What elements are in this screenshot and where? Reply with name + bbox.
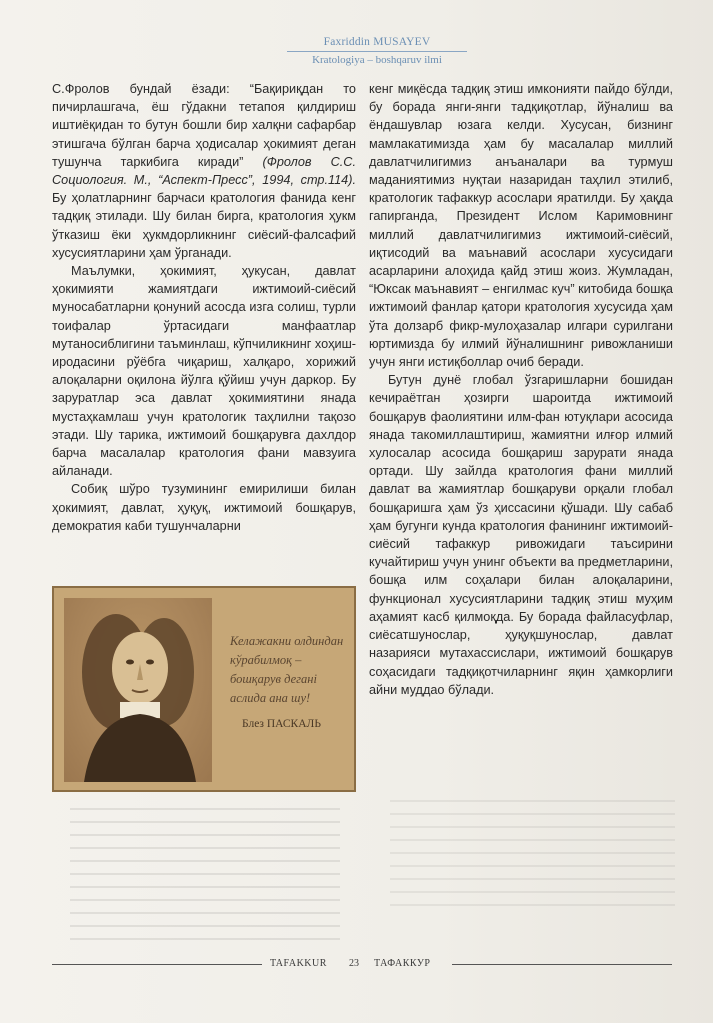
- left-column: [52, 80, 356, 535]
- portrait-engraving-icon: [64, 598, 212, 782]
- left-paragraph-3: Собиқ шўро тузумининг емирилиши билан ҳокимият, давлат, ҳуқуқ, ижтимоий бошқарув, демократия каби тушунчаларни: [52, 482, 356, 533]
- left-p1-citation: (Фролов С.С. Социология. М., “Аспект-Пресс”, 1994, стр.114).: [52, 154, 356, 188]
- footer-magazine-latin: TAFAKKUR: [270, 958, 327, 969]
- header-author: Faxriddin MUSAYEV: [323, 36, 431, 48]
- right-paragraph-2: Бутун дунё глобал ўзгаришларни бошидан кечираётган ҳозирги шароитда ижтимоий бошқарув фаолиятини илм-фан ютуқлари асосида янада такомиллаштириш, жамиятни илғор илмий хулосалар асосида бошқариш зарурати янада ортади. Шу зайлда кратология фани миллий давлат ва жамиятлар бошқаруви орқали глобал бошқаришга ҳам ўз ҳиссасини қўшади. Шу сабаб ҳам бугунги кунда кратология фанининг ижтимоий-сиёсий тафаккур ривожидаги таъсирини кучайтириш учун унинг объекти ва предметларини, бошқа илм соҳалари билан алоқаларини, функционал хусусиятларини тадқиқ этиш муҳим аҳамият касб қилмоқда. Бу борада файласуфлар, сиёсатшунослар, ҳуқуқшунослар, давлат назарияси мутахассислари, ижтимоий бошқарув соҳасидаги тадқиқотчиларнинг яқин ҳамкорлиги айни муддао бўлади.: [369, 373, 673, 697]
- page-number: 23: [349, 958, 359, 969]
- quote-text: Келажакни олдиндан кўрабилмоқ – бошқарув деганi аслида ана шу!: [230, 634, 344, 705]
- right-column: [369, 80, 673, 699]
- left-p1-tail: Бу ҳолатларнинг барчаси кратология фанида кенг тадқиқ этилади. Шу билан бирга, кратология ҳукм ўтказиш ёки ҳукмдорликнинг сиёсий-фалсафий хусусиятларини ҳам ўрганади.: [52, 191, 356, 260]
- running-header: [287, 36, 467, 66]
- left-p1-text: С.Фролов бундай ёзади: “Бақириқдан то пичирлашгача, ёш гўдакни тетапоя қилдириш иштиёқидан то бутун бошли бир халқни сафарбар этишгача бўлган барча ҳодисалар ҳокимият деган тушунча таркибига киради”: [52, 82, 356, 169]
- footer-magazine-cyrillic: ТАФАККУР: [374, 958, 431, 969]
- quote-author: Блез ПАСКАЛЬ: [242, 718, 321, 730]
- left-paragraph-1: [52, 80, 356, 262]
- quote-illustration: [52, 586, 356, 792]
- footer-rule-left: [52, 964, 262, 965]
- pascal-portrait-image: [64, 598, 212, 782]
- show-through-text-left: [70, 808, 340, 948]
- header-divider: [287, 51, 467, 52]
- footer-rule-right: [452, 964, 672, 965]
- left-paragraph-2: Маълумки, ҳокимият, ҳукусан, давлат ҳокимияти жамиятдаги ижтимоий-сиёсий муносабатларни қонуний асосда изга солиш, турли тоифалар ўртасидаги манфаатлар мутаносиблигини таъминлаш, кўпчиликнинг хоҳиш-иродасини рўёбга чиқариш, халқаро, хорижий алоқаларни оқилона йўлга қўйиш учун даркор. Бу заруратлар эса давлат ҳокимиятини янада мустаҳкамлаш учун кратологик таҳлилни тақозо этади. Шу тарика, ижтимоий бошқарувга дахлдор барча масалалар кратология фани мавзуига айланади.: [52, 264, 356, 479]
- right-paragraph-1: кенг миқёсда тадқиқ этиш имконияти пайдо бўлди, бу борада янги-янги тадқиқотлар, йўналиш ва ёндашувлар юзага келди. Хусусан, бизнинг мамлакатимизда ҳам бу масалалар миллий давлатчилигимиз анъаналари ва турмуш маданиятимиз нуқтаи назаридан таҳлил этилиб, кратологик тафаккур асослари яратилди. Бу ҳақда гапирганда, Президент Ислом Каримовнинг миллий давлатчилигимиз ижтимоий-сиёсий, иқтисодий ва маънавий асослари хусусидаги асарларини алоҳида қайд этиш жоиз. Жумладан, “Юксак маънавият – енгилмас куч” китобида бошқа ижтимоий фанлар қатори кратология хусусида ҳам ўта долзарб фикр-мулоҳазалар илгари сурилгани юртимизда бу илмий йўналишнинг ривожланиши учун янги истиқболлар очиб беради.: [369, 82, 673, 370]
- header-subtitle: Kratologiya – boshqaruv ilmi: [312, 54, 442, 66]
- page-footer: [52, 955, 672, 975]
- show-through-text-right: [390, 800, 675, 910]
